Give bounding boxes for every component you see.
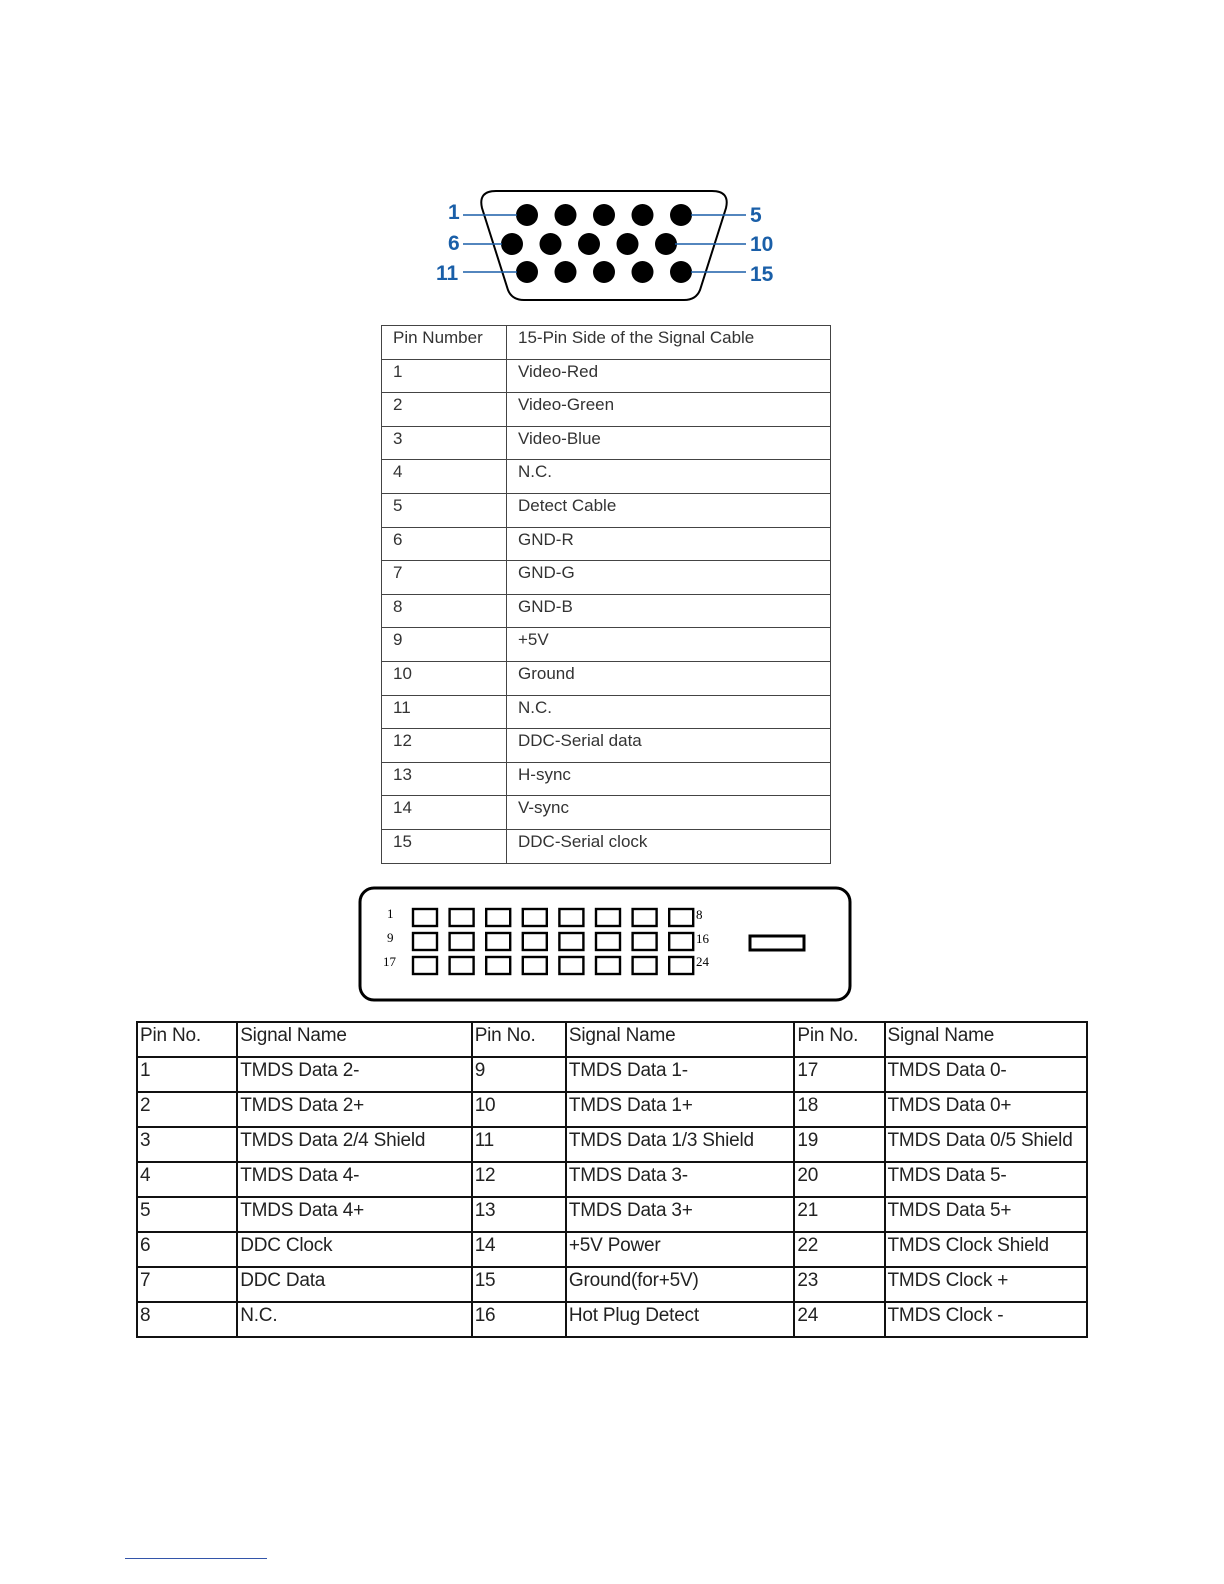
dvi-pin-17 [413,957,437,974]
table-row [137,1057,1087,1092]
dvi-pin-4 [523,909,547,926]
dvi-pin-2 [450,909,474,926]
signal-cell: DDC-Serial data [507,729,831,763]
dvi-pin-21 [559,957,583,974]
header-pin-no: Pin No. [794,1022,884,1057]
dvi-pin-16 [669,933,693,950]
signal-name-cell: TMDS Data 0- [885,1057,1087,1092]
header-pin-number: Pin Number [382,326,507,360]
pin-number-cell: 18 [794,1092,884,1127]
header-signal-name: Signal Name [237,1022,471,1057]
table-row [382,661,831,695]
table-row [382,426,831,460]
signal-name-cell: +5V Power [566,1232,794,1267]
pin-number-cell: 11 [472,1127,566,1162]
vga-pin-6 [501,233,523,255]
vga-pin-15 [670,261,692,283]
dvi-pin-13 [559,933,583,950]
table-row [137,1197,1087,1232]
pin-number-cell: 9 [472,1057,566,1092]
signal-name-cell: TMDS Data 5+ [885,1197,1087,1232]
dvi-pin-1 [413,909,437,926]
pin-number-cell: 1 [137,1057,237,1092]
signal-name-cell: TMDS Data 5- [885,1162,1087,1197]
dvi-pin-22 [596,957,620,974]
table-row [382,796,831,830]
header-signal-cable: 15-Pin Side of the Signal Cable [507,326,831,360]
signal-name-cell: TMDS Data 2/4 Shield [237,1127,471,1162]
vga-pin-table [381,325,831,864]
vga-pin-14 [632,261,654,283]
table-row [382,527,831,561]
dvi-pin-7 [633,909,657,926]
pin-number-cell: 4 [382,460,507,494]
dvi-connector-diagram [358,886,852,1002]
table-row [382,628,831,662]
pin-number-cell: 14 [472,1232,566,1267]
dvi-pin-6 [596,909,620,926]
dvi-pin-9 [413,933,437,950]
pin-number-cell: 17 [794,1057,884,1092]
signal-cell: DDC-Serial clock [507,829,831,863]
pin-number-cell: 11 [382,695,507,729]
footnote-divider [125,1558,267,1559]
signal-cell: Video-Red [507,359,831,393]
signal-cell: N.C. [507,695,831,729]
table-header-row [382,326,831,360]
vga-pin-1 [516,204,538,226]
dvi-pin-3 [486,909,510,926]
dvi-pin-20 [523,957,547,974]
signal-cell: H-sync [507,762,831,796]
vga-label-15: 15 [750,263,774,286]
vga-pin-10 [655,233,677,255]
table-header-row [137,1022,1087,1057]
pin-number-cell: 2 [382,393,507,427]
pin-number-cell: 3 [382,426,507,460]
dvi-label-17: 17 [383,954,396,969]
signal-cell: GND-B [507,594,831,628]
signal-name-cell: TMDS Clock - [885,1302,1087,1337]
pin-number-cell: 8 [382,594,507,628]
pin-number-cell: 20 [794,1162,884,1197]
signal-cell: V-sync [507,796,831,830]
vga-pin-9 [617,233,639,255]
signal-cell: GND-G [507,561,831,595]
vga-label-11: 11 [436,262,459,285]
signal-name-cell: TMDS Data 1/3 Shield [566,1127,794,1162]
table-row [382,393,831,427]
vga-pin-8 [578,233,600,255]
table-row [382,561,831,595]
table-row [137,1092,1087,1127]
dvi-pin-23 [633,957,657,974]
signal-name-cell: DDC Data [237,1267,471,1302]
dvi-label-24: 24 [696,954,709,969]
dvi-pin-5 [559,909,583,926]
table-row [137,1127,1087,1162]
signal-name-cell: TMDS Data 3- [566,1162,794,1197]
signal-name-cell: N.C. [237,1302,471,1337]
pin-number-cell: 19 [794,1127,884,1162]
pin-number-cell: 4 [137,1162,237,1197]
table-row [137,1267,1087,1302]
signal-cell: GND-R [507,527,831,561]
pin-number-cell: 22 [794,1232,884,1267]
vga-label-10: 10 [750,233,774,256]
pin-number-cell: 23 [794,1267,884,1302]
dvi-pin-11 [486,933,510,950]
header-pin-no: Pin No. [137,1022,237,1057]
pin-number-cell: 13 [472,1197,566,1232]
vga-pin-12 [555,261,577,283]
table-row [382,695,831,729]
table-row [382,829,831,863]
vga-label-1: 1 [448,201,460,224]
pin-number-cell: 15 [382,829,507,863]
pin-number-cell: 15 [472,1267,566,1302]
pin-number-cell: 12 [382,729,507,763]
signal-cell: Ground [507,661,831,695]
dvi-label-16: 16 [696,931,709,946]
pin-number-cell: 6 [382,527,507,561]
vga-pin-13 [593,261,615,283]
pin-number-cell: 3 [137,1127,237,1162]
signal-name-cell: Ground(for+5V) [566,1267,794,1302]
signal-cell: +5V [507,628,831,662]
dvi-label-1: 1 [387,906,394,921]
dvi-pin-8 [669,909,693,926]
pin-number-cell: 9 [382,628,507,662]
signal-name-cell: TMDS Data 2+ [237,1092,471,1127]
table-row [382,762,831,796]
header-pin-no: Pin No. [472,1022,566,1057]
pin-number-cell: 14 [382,796,507,830]
table-row [382,460,831,494]
signal-name-cell: TMDS Data 3+ [566,1197,794,1232]
signal-name-cell: TMDS Data 0/5 Shield [885,1127,1087,1162]
pin-number-cell: 5 [137,1197,237,1232]
pin-number-cell: 12 [472,1162,566,1197]
signal-name-cell: TMDS Data 2- [237,1057,471,1092]
signal-name-cell: TMDS Data 4- [237,1162,471,1197]
dvi-pin-24 [669,957,693,974]
pin-number-cell: 10 [472,1092,566,1127]
pin-number-cell: 24 [794,1302,884,1337]
dvi-pin-12 [523,933,547,950]
dvi-pin-18 [450,957,474,974]
signal-name-cell: DDC Clock [237,1232,471,1267]
vga-pin-3 [593,204,615,226]
signal-name-cell: TMDS Data 4+ [237,1197,471,1232]
dvi-label-8: 8 [696,907,703,922]
dvi-flat-blade [750,936,804,950]
table-row [137,1162,1087,1197]
signal-name-cell: TMDS Clock Shield [885,1232,1087,1267]
pin-number-cell: 10 [382,661,507,695]
pin-number-cell: 1 [382,359,507,393]
signal-name-cell: Hot Plug Detect [566,1302,794,1337]
vga-pin-11 [516,261,538,283]
table-row [382,729,831,763]
signal-name-cell: TMDS Data 0+ [885,1092,1087,1127]
table-row [137,1232,1087,1267]
signal-cell: Detect Cable [507,493,831,527]
pin-number-cell: 16 [472,1302,566,1337]
dvi-pin-14 [596,933,620,950]
pin-number-cell: 21 [794,1197,884,1232]
signal-name-cell: TMDS Data 1- [566,1057,794,1092]
pin-number-cell: 7 [382,561,507,595]
vga-pin-4 [632,204,654,226]
signal-cell: Video-Blue [507,426,831,460]
signal-name-cell: TMDS Clock + [885,1267,1087,1302]
dvi-label-9: 9 [387,930,394,945]
header-signal-name: Signal Name [566,1022,794,1057]
vga-label-6: 6 [448,232,460,255]
pin-number-cell: 2 [137,1092,237,1127]
vga-pin-5 [670,204,692,226]
pin-number-cell: 13 [382,762,507,796]
header-signal-name: Signal Name [885,1022,1087,1057]
vga-label-5: 5 [750,204,762,227]
table-row [382,594,831,628]
vga-pin-2 [555,204,577,226]
signal-cell: Video-Green [507,393,831,427]
pin-number-cell: 6 [137,1232,237,1267]
signal-name-cell: TMDS Data 1+ [566,1092,794,1127]
dvi-pin-19 [486,957,510,974]
pin-number-cell: 8 [137,1302,237,1337]
dvi-pin-10 [450,933,474,950]
table-row [382,493,831,527]
vga-pin-7 [540,233,562,255]
pin-number-cell: 7 [137,1267,237,1302]
table-row [382,359,831,393]
dvi-pin-table [136,1021,1088,1338]
vga-connector-diagram [430,186,790,306]
table-row [137,1302,1087,1337]
signal-cell: N.C. [507,460,831,494]
pin-number-cell: 5 [382,493,507,527]
dvi-pin-15 [633,933,657,950]
